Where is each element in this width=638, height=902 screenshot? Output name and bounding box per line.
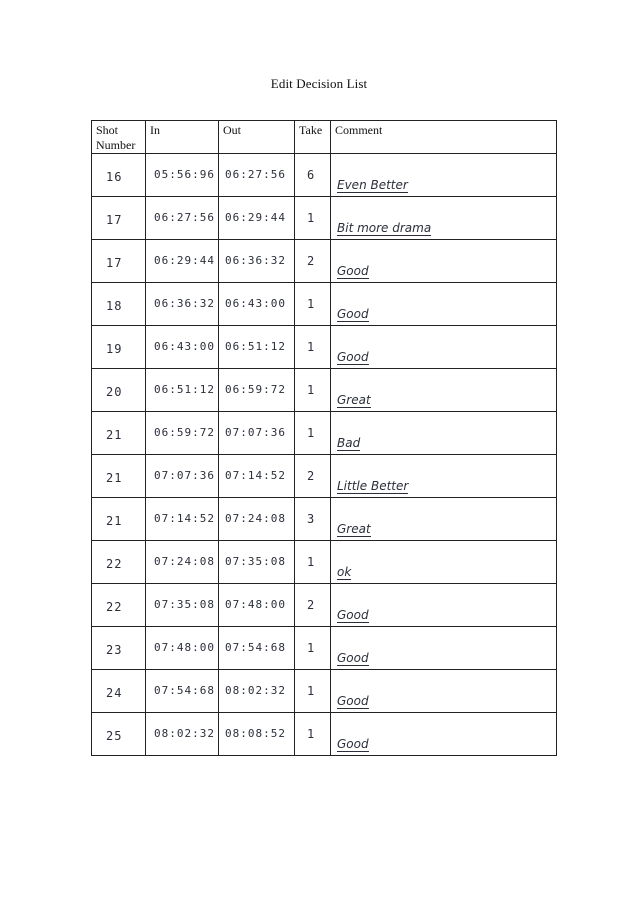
take-text: 1 bbox=[307, 727, 316, 741]
out-timecode-cell bbox=[219, 498, 295, 541]
shot-number-text: 22 bbox=[106, 600, 123, 614]
take-cell bbox=[295, 541, 331, 584]
edit-decision-table bbox=[91, 120, 557, 756]
comment-cell bbox=[331, 283, 557, 326]
in-timecode-text: 05:56:96 bbox=[154, 168, 215, 181]
take-cell bbox=[295, 584, 331, 627]
comment-text: Even Better bbox=[337, 178, 408, 192]
shot-number-cell bbox=[92, 455, 146, 498]
shot-number-text: 20 bbox=[106, 385, 123, 399]
take-cell bbox=[295, 713, 331, 756]
take-cell bbox=[295, 369, 331, 412]
out-timecode-cell bbox=[219, 197, 295, 240]
comment-text: Good bbox=[337, 737, 369, 751]
shot-number-cell bbox=[92, 412, 146, 455]
header-out: Out bbox=[219, 121, 295, 154]
shot-number-cell bbox=[92, 326, 146, 369]
comment-text: Good bbox=[337, 608, 369, 622]
shot-number-text: 21 bbox=[106, 428, 123, 442]
in-timecode-text: 07:24:08 bbox=[154, 555, 215, 568]
shot-number-cell bbox=[92, 283, 146, 326]
take-text: 1 bbox=[307, 426, 316, 440]
header-comment: Comment bbox=[331, 121, 557, 154]
take-text: 3 bbox=[307, 512, 316, 526]
header-take: Take bbox=[295, 121, 331, 154]
take-text: 1 bbox=[307, 211, 316, 225]
take-cell bbox=[295, 197, 331, 240]
shot-number-cell bbox=[92, 713, 146, 756]
shot-number-text: 24 bbox=[106, 686, 123, 700]
comment-cell bbox=[331, 713, 557, 756]
shot-number-text: 22 bbox=[106, 557, 123, 571]
shot-number-cell bbox=[92, 154, 146, 197]
out-timecode-text: 07:07:36 bbox=[225, 426, 286, 439]
table-row bbox=[92, 283, 557, 326]
out-timecode-text: 06:43:00 bbox=[225, 297, 286, 310]
comment-text: Good bbox=[337, 307, 369, 321]
document-title: Edit Decision List bbox=[270, 76, 368, 91]
shot-number-text: 19 bbox=[106, 342, 123, 356]
take-text: 1 bbox=[307, 684, 316, 698]
in-timecode-cell bbox=[146, 154, 219, 197]
take-text: 1 bbox=[307, 641, 316, 655]
comment-cell bbox=[331, 627, 557, 670]
comment-cell bbox=[331, 541, 557, 584]
in-timecode-cell bbox=[146, 627, 219, 670]
in-timecode-text: 06:43:00 bbox=[154, 340, 215, 353]
shot-number-cell bbox=[92, 584, 146, 627]
table-row bbox=[92, 713, 557, 756]
take-text: 6 bbox=[307, 168, 316, 182]
header-shot-number: Shot Number bbox=[92, 121, 146, 154]
out-timecode-text: 06:59:72 bbox=[225, 383, 286, 396]
out-timecode-text: 08:02:32 bbox=[225, 684, 286, 697]
take-text: 2 bbox=[307, 254, 316, 268]
out-timecode-cell bbox=[219, 326, 295, 369]
take-cell bbox=[295, 412, 331, 455]
in-timecode-text: 06:51:12 bbox=[154, 383, 215, 396]
in-timecode-cell bbox=[146, 584, 219, 627]
header-in: In bbox=[146, 121, 219, 154]
out-timecode-text: 06:36:32 bbox=[225, 254, 286, 267]
table-row bbox=[92, 498, 557, 541]
table-row bbox=[92, 627, 557, 670]
take-text: 1 bbox=[307, 555, 316, 569]
out-timecode-cell bbox=[219, 154, 295, 197]
comment-cell bbox=[331, 412, 557, 455]
in-timecode-text: 07:48:00 bbox=[154, 641, 215, 654]
take-text: 2 bbox=[307, 469, 316, 483]
out-timecode-cell bbox=[219, 455, 295, 498]
in-timecode-text: 07:07:36 bbox=[154, 469, 215, 482]
comment-cell bbox=[331, 670, 557, 713]
in-timecode-text: 06:59:72 bbox=[154, 426, 215, 439]
comment-cell bbox=[331, 455, 557, 498]
shot-number-text: 23 bbox=[106, 643, 123, 657]
take-cell bbox=[295, 670, 331, 713]
out-timecode-cell bbox=[219, 240, 295, 283]
shot-number-cell bbox=[92, 369, 146, 412]
comment-text: Bit more drama bbox=[337, 221, 432, 235]
take-text: 1 bbox=[307, 340, 316, 354]
in-timecode-text: 07:35:08 bbox=[154, 598, 215, 611]
shot-number-text: 21 bbox=[106, 471, 123, 485]
shot-number-cell bbox=[92, 541, 146, 584]
take-text: 1 bbox=[307, 383, 316, 397]
out-timecode-text: 07:35:08 bbox=[225, 555, 286, 568]
comment-cell bbox=[331, 154, 557, 197]
comment-text: ok bbox=[337, 565, 352, 579]
out-timecode-text: 06:51:12 bbox=[225, 340, 286, 353]
in-timecode-cell bbox=[146, 326, 219, 369]
in-timecode-cell bbox=[146, 283, 219, 326]
out-timecode-cell bbox=[219, 584, 295, 627]
out-timecode-text: 06:29:44 bbox=[225, 211, 286, 224]
comment-text: Good bbox=[337, 264, 369, 278]
shot-number-cell bbox=[92, 240, 146, 283]
table-row bbox=[92, 541, 557, 584]
comment-text: Bad bbox=[337, 436, 361, 450]
take-text: 2 bbox=[307, 598, 316, 612]
table-header-row bbox=[92, 121, 557, 154]
comment-text: Great bbox=[337, 522, 371, 536]
shot-number-text: 16 bbox=[106, 170, 123, 184]
out-timecode-cell bbox=[219, 627, 295, 670]
out-timecode-cell bbox=[219, 670, 295, 713]
in-timecode-text: 07:14:52 bbox=[154, 512, 215, 525]
table-row bbox=[92, 326, 557, 369]
comment-text: Good bbox=[337, 694, 369, 708]
shot-number-text: 17 bbox=[106, 256, 123, 270]
in-timecode-text: 06:27:56 bbox=[154, 211, 215, 224]
shot-number-cell bbox=[92, 670, 146, 713]
comment-text: Good bbox=[337, 350, 369, 364]
out-timecode-cell bbox=[219, 369, 295, 412]
out-timecode-cell bbox=[219, 541, 295, 584]
comment-cell bbox=[331, 498, 557, 541]
table-row bbox=[92, 240, 557, 283]
shot-number-text: 18 bbox=[106, 299, 123, 313]
table-row bbox=[92, 369, 557, 412]
comment-text: Great bbox=[337, 393, 371, 407]
in-timecode-cell bbox=[146, 369, 219, 412]
table-row bbox=[92, 670, 557, 713]
out-timecode-cell bbox=[219, 412, 295, 455]
out-timecode-cell bbox=[219, 713, 295, 756]
table-row bbox=[92, 584, 557, 627]
in-timecode-cell bbox=[146, 240, 219, 283]
comment-cell bbox=[331, 326, 557, 369]
shot-number-text: 17 bbox=[106, 213, 123, 227]
in-timecode-text: 06:36:32 bbox=[154, 297, 215, 310]
comment-text: Little Better bbox=[337, 479, 409, 493]
in-timecode-cell bbox=[146, 713, 219, 756]
shot-number-text: 21 bbox=[106, 514, 123, 528]
comment-text: Good bbox=[337, 651, 369, 665]
shot-number-cell bbox=[92, 627, 146, 670]
in-timecode-text: 08:02:32 bbox=[154, 727, 215, 740]
table-row bbox=[92, 154, 557, 197]
out-timecode-text: 08:08:52 bbox=[225, 727, 286, 740]
take-cell bbox=[295, 326, 331, 369]
take-cell bbox=[295, 154, 331, 197]
in-timecode-cell bbox=[146, 498, 219, 541]
comment-cell bbox=[331, 369, 557, 412]
take-text: 1 bbox=[307, 297, 316, 311]
in-timecode-cell bbox=[146, 412, 219, 455]
shot-number-cell bbox=[92, 498, 146, 541]
table-row bbox=[92, 197, 557, 240]
out-timecode-text: 06:27:56 bbox=[225, 168, 286, 181]
take-cell bbox=[295, 283, 331, 326]
take-cell bbox=[295, 455, 331, 498]
in-timecode-cell bbox=[146, 197, 219, 240]
shot-number-text: 25 bbox=[106, 729, 123, 743]
comment-cell bbox=[331, 197, 557, 240]
table-row bbox=[92, 455, 557, 498]
in-timecode-cell bbox=[146, 670, 219, 713]
out-timecode-text: 07:14:52 bbox=[225, 469, 286, 482]
comment-cell bbox=[331, 584, 557, 627]
out-timecode-text: 07:54:68 bbox=[225, 641, 286, 654]
shot-number-cell bbox=[92, 197, 146, 240]
take-cell bbox=[295, 498, 331, 541]
take-cell bbox=[295, 240, 331, 283]
out-timecode-cell bbox=[219, 283, 295, 326]
in-timecode-text: 07:54:68 bbox=[154, 684, 215, 697]
table-row bbox=[92, 412, 557, 455]
take-cell bbox=[295, 627, 331, 670]
out-timecode-text: 07:24:08 bbox=[225, 512, 286, 525]
in-timecode-cell bbox=[146, 541, 219, 584]
in-timecode-text: 06:29:44 bbox=[154, 254, 215, 267]
comment-cell bbox=[331, 240, 557, 283]
out-timecode-text: 07:48:00 bbox=[225, 598, 286, 611]
in-timecode-cell bbox=[146, 455, 219, 498]
